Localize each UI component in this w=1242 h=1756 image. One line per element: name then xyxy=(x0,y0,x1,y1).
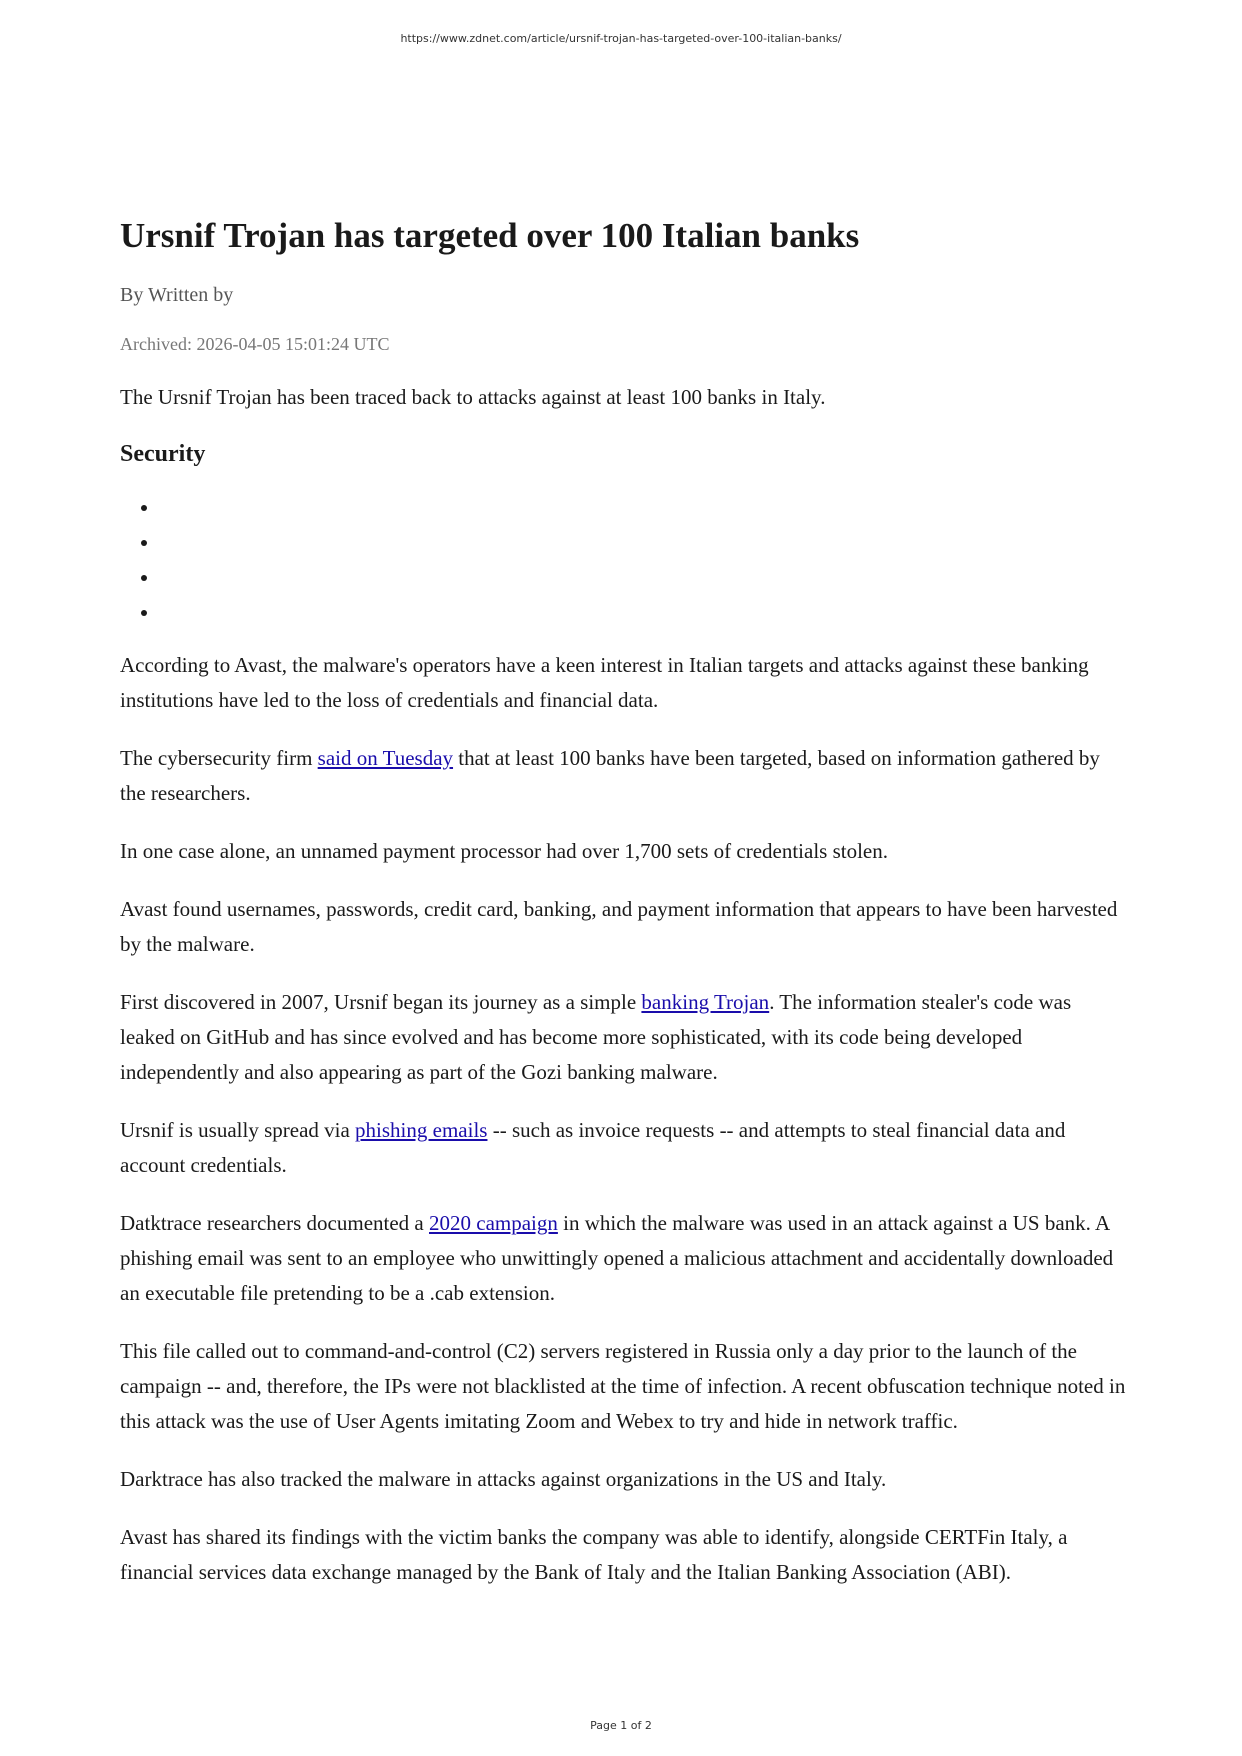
paragraph: Darktrace has also tracked the malware in attacks against organizations in the US and Italy. xyxy=(120,1467,887,1491)
page-url: https://www.zdnet.com/article/ursnif-trojan-has-targeted-over-100-italian-banks/ xyxy=(400,32,842,45)
paragraph-text: Datktrace researchers documented a xyxy=(120,1211,429,1235)
paragraph-text: in which the malware was used in an attack against a US bank. A phishing email was sent to an employee who unwittingly opened a malicious attachment and accidentally downloaded an executable file pretending to be a .cab extension. xyxy=(120,1211,1114,1305)
banking-trojan-link[interactable]: banking Trojan xyxy=(641,990,770,1014)
paragraph-text: that at least 100 banks have been targeted, based on information gathered by the researchers. xyxy=(120,746,1100,805)
2020-campaign-link[interactable]: 2020 campaign xyxy=(429,1211,558,1235)
section-heading: Security xyxy=(120,441,206,467)
article-title: Ursnif Trojan has targeted over 100 Italian banks xyxy=(120,216,860,255)
paragraph-text: First discovered in 2007, Ursnif began its journey as a simple xyxy=(120,990,642,1014)
article xyxy=(120,214,1130,1613)
bullet-list xyxy=(120,490,1130,630)
paragraph: In one case alone, an unnamed payment processor had over 1,700 sets of credentials stolen. xyxy=(120,839,888,863)
list-item xyxy=(160,490,1130,525)
paragraph-text: . The information stealer's code was leaked on GitHub and has since evolved and has become more sophisticated, with its code being developed independently and also appearing as part of the Gozi banking malware. xyxy=(120,990,1072,1084)
paragraph-text: Ursnif is usually spread via xyxy=(120,1118,356,1142)
phishing-emails-link[interactable]: phishing emails xyxy=(355,1118,488,1142)
paragraph xyxy=(120,741,1130,811)
byline: By Written by xyxy=(120,284,234,306)
list-item xyxy=(160,595,1130,630)
list-item xyxy=(160,560,1130,595)
paragraph: Avast found usernames, passwords, credit card, banking, and payment information that appears to have been harvested by the malware. xyxy=(120,897,1118,956)
paragraph xyxy=(120,1206,1130,1311)
paragraph xyxy=(120,985,1130,1090)
page-number: Page 1 of 2 xyxy=(590,1719,652,1732)
article-summary: The Ursnif Trojan has been traced back to attacks against at least 100 banks in Italy. xyxy=(120,385,826,409)
paragraph xyxy=(120,1113,1130,1183)
archived-timestamp: Archived: 2026-04-05 15:01:24 UTC xyxy=(120,334,390,354)
paragraph: According to Avast, the malware's operators have a keen interest in Italian targets and attacks against these banking institutions have led to the loss of credentials and financial data. xyxy=(120,653,1089,712)
paragraph-text: The cybersecurity firm xyxy=(120,746,318,770)
paragraph: Avast has shared its findings with the victim banks the company was able to identify, alongside CERTFin Italy, a financial services data exchange managed by the Bank of Italy and the Italian Banking Association (ABI). xyxy=(120,1525,1068,1584)
paragraph: This file called out to command-and-control (C2) servers registered in Russia only a day prior to the launch of the campaign -- and, therefore, the IPs were not blacklisted at the time of infection. A recent obfuscation technique noted in this attack was the use of User Agents imitating Zoom and Webex to try and hide in network traffic. xyxy=(120,1339,1126,1433)
said-on-tuesday-link[interactable]: said on Tuesday xyxy=(317,746,454,770)
list-item xyxy=(160,525,1130,560)
paragraph-text: -- such as invoice requests -- and attempts to steal financial data and account credentials. xyxy=(120,1118,1066,1177)
